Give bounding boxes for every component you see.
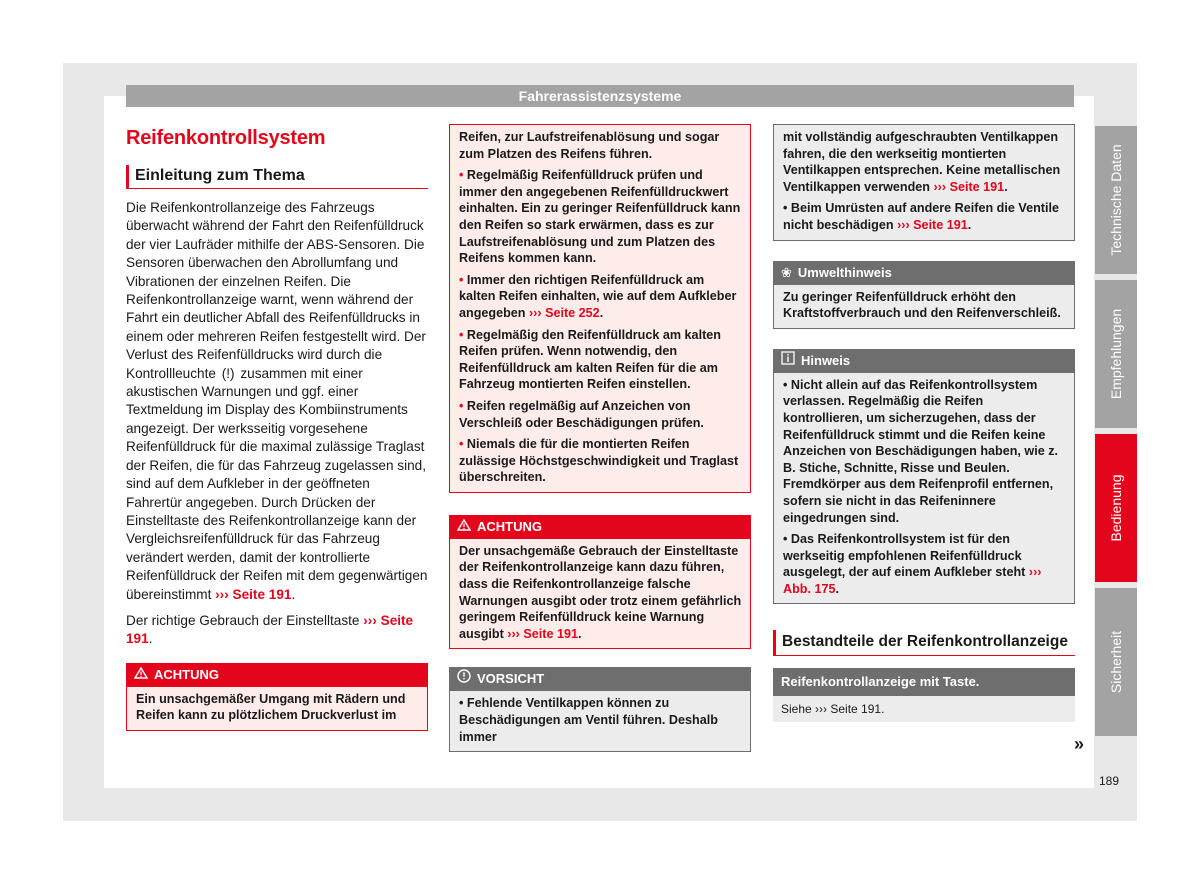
note-body — [773, 373, 1075, 605]
warning-box — [449, 515, 751, 650]
tab-label: Technische Daten — [1108, 144, 1124, 256]
bullet-icon: • — [459, 327, 467, 342]
bullet-text: Beim Umrüsten auf andere Reifen die Ventile nicht beschädigen — [783, 201, 1059, 232]
tab-empfehlungen[interactable] — [1095, 280, 1137, 428]
page-number: 189 — [1099, 774, 1120, 788]
column-1 — [126, 124, 428, 731]
bullet-text: Immer den richtigen Reifenfülldruck am kalten Reifen einhalten, wie auf dem Aufkleber angegeben — [459, 272, 737, 320]
caution-box — [449, 667, 751, 752]
list-item — [459, 436, 742, 486]
intro-text-b: zusammen mit einer akustischen Warnungen und ggf. einer Textmeldung im Display des Kombiinstruments angezeigt. Der werksseitig vorgesehene Reifenfülldruck für die maximal zulässige Traglast der Reifen, die für das Fahrzeug zugelassen sind, sind auf dem Aufkleber in der geöffneten Fahrertür angegeben. Durch Drücken der Einstelltaste des Reifenkontrollanzeige kann der Vergleichsreifenfülldruck für das Fahrzeug verändert werden, damit der kontrollierte Reifenfülldruck der Reifen mit dem gegenwärtigen übereinstimmt — [126, 365, 428, 602]
column-2 — [449, 124, 751, 752]
column-3 — [773, 124, 1075, 722]
bullet-icon: • — [783, 532, 791, 547]
tab-sicherheit[interactable] — [1095, 588, 1137, 736]
page-link[interactable]: ››› Seite 191 — [933, 179, 1005, 194]
tab-label: Empfehlungen — [1108, 308, 1124, 400]
warning-label: ACHTUNG — [477, 518, 542, 534]
bullet-text: Reifen regelmäßig auf Anzeichen von Verschleiß oder Beschädigungen prüfen. — [459, 398, 704, 430]
tab-label: Bedienung — [1108, 474, 1124, 542]
bullet-icon: • — [783, 377, 791, 392]
bullet-icon: • — [783, 201, 791, 216]
bullet-icon: • — [459, 168, 467, 183]
bullet-icon: • — [459, 696, 467, 711]
warning-box — [126, 663, 428, 731]
usage-paragraph: Der richtige Gebrauch der Einstelltaste ››› Seite 191. — [126, 612, 414, 647]
page-link[interactable]: ››› Seite 191 — [215, 586, 292, 602]
chapter-header: Fahrerassistenzsysteme — [126, 85, 1074, 107]
environment-text: Zu geringer Reifenfülldruck erhöht den Kraftstoffverbrauch und den Reifenverschleiß. — [773, 285, 1075, 329]
bullet-text: Nicht allein auf das Reifenkontrollsystem verlassen. Regelmäßig die Reifen kontrollieren, um sicherzugehen, dass der Reifenfülldruck stimmt und die Reifen keine Anzeichen von Beschädigungen haben, wie z. B. Stiche, Schnitte, Risse und Beulen. Fremdkörper aus dem Reifenprofil entfernen, sofern sie nicht in das Reifeninnere eingedrungen sind. — [783, 377, 1059, 525]
list-item — [459, 327, 742, 393]
tab-technische-daten[interactable] — [1095, 126, 1137, 274]
subsection-heading: Einleitung zum Thema — [126, 165, 428, 189]
page-link[interactable]: ››› Seite 252 — [528, 305, 600, 320]
caution-circle-icon — [457, 667, 471, 691]
continue-marker: » — [1074, 734, 1085, 754]
caution-continuation-box — [773, 124, 1075, 241]
page-link[interactable]: ››› Seite 191 — [897, 217, 968, 232]
note-label: Hinweis — [801, 352, 851, 368]
see-text: Siehe — [781, 702, 812, 717]
note-header — [773, 349, 1075, 373]
list-item: • Beim Umrüsten auf andere Reifen die Ventile nicht beschädigen ››› Seite 191. — [783, 201, 1059, 232]
tab-bedienung[interactable] — [1095, 434, 1137, 582]
bullet-text: Niemals die für die montierten Reifen zulässige Höchstgeschwindigkeit und Traglast überschreiten. — [459, 437, 739, 485]
caution-label: VORSICHT — [477, 671, 545, 687]
intro-text-a: Die Reifenkontrollanzeige des Fahrzeugs überwacht während der Fahrt den Reifenfülldruck der vier Laufräder mithilfe der ABS-Sensoren. Die Sensoren überwachen den Abrollumfang und Vibrationen der einzelnen Reifen. Die Reifenkontrollanzeige warnt, wenn während der Fahrt ein deutlicher Abfall des Reifenfülldrucks in einem oder mehreren Reifen festgestellt wird. Der Verlust des Reifenfülldrucks wird durch die Kontrollleuchte — [126, 200, 426, 381]
warning-header — [126, 663, 428, 687]
note-box — [773, 349, 1075, 605]
bullet-text: Das Reifenkontrollsystem ist für den werkseitig empfohlenen Reifenfülldruck ausgelegt, der auf einem Aufkleber steht — [783, 532, 1026, 580]
list-item: • Immer den richtigen Reifenfülldruck am kalten Reifen einhalten, wie auf dem Aufkleber angegeben ››› Seite 252. — [459, 272, 737, 320]
see-reference — [773, 696, 1075, 722]
environment-note-box — [773, 261, 1075, 329]
info-icon — [781, 349, 795, 373]
list-item — [783, 377, 1066, 526]
tab-label: Sicherheit — [1108, 630, 1124, 694]
bullet-text: Fehlende Ventilkappen können zu Beschädigungen am Ventil führen. Deshalb immer — [459, 696, 718, 744]
caution-header — [449, 667, 751, 691]
caution-body — [449, 691, 751, 752]
intro-paragraph: Die Reifenkontrollanzeige des Fahrzeugs überwacht während der Fahrt den Reifenfülldruck der vier Laufräder mithilfe der ABS-Sensoren. Die Sensoren überwachen den Abrollumfang und Vibrationen der einzelnen Reifen. Die Reifenkontrollanzeige warnt, wenn während der Fahrt ein deutlicher Abfall des Reifenfülldrucks in einem oder mehreren Reifen festgestellt wird. Der Verlust des Reifenfülldrucks wird durch die Kontrollleuchte (!) zusammen mit einer akustischen Warnungen und ggf. einer Textmeldung im Display des Kombiinstruments angezeigt. Der werksseitig vorgesehene Reifenfülldruck für die maximal zulässige Traglast der Reifen, die für das Fahrzeug zugelassen sind, sind auf dem Aufkleber in der geöffneten Fahrertür angegeben. Durch Drücken der Einstelltaste des Reifenkontrollanzeige kann der Vergleichsreifenfülldruck für das Fahrzeug verändert werden, damit der kontrollierte Reifenfülldruck der Reifen mit dem gegenwärtigen übereinstimmt ››› Seite 191. — [126, 200, 428, 602]
warning-triangle-icon — [457, 515, 471, 539]
bullet-icon: • — [459, 437, 467, 452]
flower-icon: ❀ — [781, 264, 792, 280]
bullet-icon: • — [459, 272, 467, 287]
page-link[interactable]: ››› Seite 191 — [126, 612, 414, 647]
bullet-text: Regelmäßig den Reifenfülldruck am kalten Reifen prüfen. Wenn notwendig, den Reifenfülldruck am kalten Reifen für die am Fahrzeug montierten Reifen einstellen. — [459, 327, 721, 392]
bullet-icon: • — [459, 398, 467, 413]
usage-text: Der richtige Gebrauch der Einstelltaste — [126, 612, 360, 628]
page-link[interactable]: ››› Seite 191. — [815, 702, 885, 717]
tire-pressure-lamp-icon: (!) — [221, 365, 235, 381]
warning-text: Der unsachgemäße Gebrauch der Einstelltaste der Reifenkontrollanzeige kann dazu führen, dass die Reifenkontrollanzeige falsche Warnungen ausgibt oder trotz einem gefährlich geringem Reifenfülldruck keine Warnung ausgibt — [459, 543, 742, 641]
warning-header — [449, 515, 751, 539]
warning-text: Ein unsachgemäßer Umgang mit Rädern und Reifen kann zu plötzlichem Druckverlust im — [126, 687, 428, 731]
warning-body: Der unsachgemäße Gebrauch der Einstelltaste der Reifenkontrollanzeige kann dazu führen, dass die Reifenkontrollanzeige falsche Warnungen ausgibt oder trotz einem gefährlich geringem Reifenfülldruck keine Warnung ausgibt ››› Seite 191. — [449, 539, 751, 650]
page-link[interactable]: ››› Seite 191 — [507, 626, 578, 641]
list-item — [459, 398, 742, 431]
box-intro: Reifen, zur Laufstreifenablösung und sogar zum Platzen des Reifens führen. — [459, 130, 720, 161]
environment-header — [773, 261, 1075, 285]
warning-continuation-box — [449, 124, 751, 493]
bullet-text: Regelmäßig Reifenfülldruck prüfen und immer den angegebenen Reifenfülldruckwert einhalten. Ein zu geringer Reifenfülldruck kann den Reifen so stark erwärmen, dass es zur Laufstreifenablösung und zum Platzen des Reifens kommen kann. — [459, 168, 741, 266]
figure-caption-bar: Reifenkontrollanzeige mit Taste. — [773, 668, 1075, 696]
figure-link[interactable]: ››› Abb. 175 — [783, 565, 1042, 596]
box-intro: mit vollständig aufgeschraubten Ventilkappen fahren, die den werkseitig montierten Ventilkappen entsprechen. Keine metallischen Ventilkappen verwenden ››› Seite 191. — [783, 130, 1061, 194]
list-item — [459, 167, 742, 267]
warning-triangle-icon — [134, 663, 148, 687]
section-title: Reifenkontrollsystem — [126, 127, 326, 149]
warning-label: ACHTUNG — [154, 666, 219, 682]
list-item — [459, 695, 742, 745]
environment-label: Umwelthinweis — [797, 264, 892, 280]
subsection-heading: Bestandteile der Reifenkontrollanzeige — [773, 630, 1075, 656]
box-intro-text: mit vollständig aufgeschraubten Ventilkappen fahren, die den werkseitig montierten Ventilkappen entsprechen. Keine metallischen Ventilkappen verwenden — [783, 130, 1061, 194]
list-item: • Das Reifenkontrollsystem ist für den werkseitig empfohlenen Reifenfülldruck ausgelegt, der auf einem Aufkleber steht ››› Abb. 175. — [783, 532, 1042, 596]
